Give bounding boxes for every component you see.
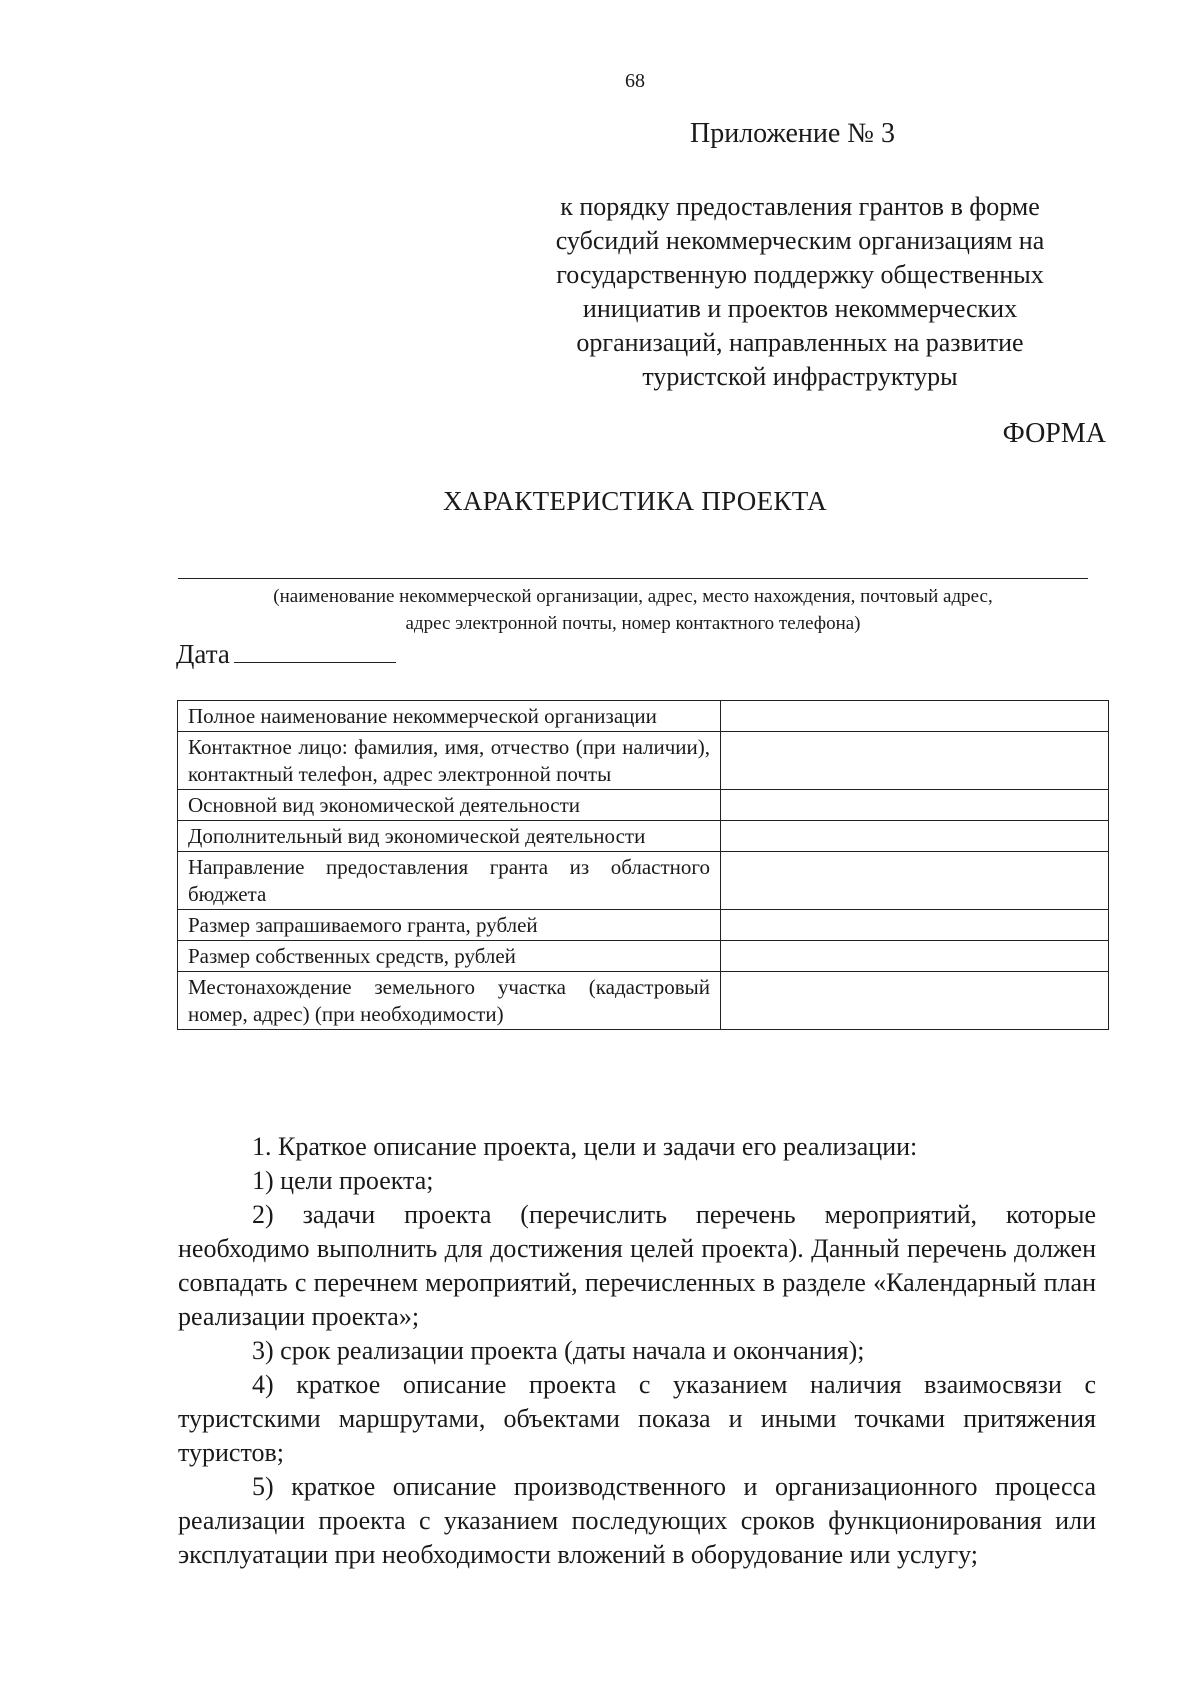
table-cell-label: Дополнительный вид экономической деятельности	[178, 821, 721, 852]
appendix-title: Приложение № 3	[690, 118, 895, 149]
paragraph: 5) краткое описание производственного и организационного процесса реализации проекта с указанием последующих сроков функционирования или эксплуатации при необходимости вложений в оборудование или услугу;	[178, 1472, 1096, 1569]
table-cell-value	[721, 732, 1109, 790]
organization-caption-line: адрес электронной почты, номер контактного телефона)	[405, 613, 861, 634]
table-cell-value	[721, 941, 1109, 972]
table-cell-value	[721, 701, 1109, 732]
date-fill-line	[234, 636, 396, 663]
paragraph: 2) задачи проекта (перечислить перечень мероприятий, которые необходимо выполнить для достижения целей проекта). Данный перечень должен совпадать с перечнем мероприятий, перечисленных в разделе «Календарный план реализации проекта»;	[178, 1200, 1096, 1331]
date-row	[176, 636, 396, 670]
table-row	[178, 701, 1109, 732]
document-title: ХАРАКТЕРИСТИКА ПРОЕКТА	[443, 486, 827, 516]
appendix-description-line: инициатив и проектов некоммерческих	[582, 294, 1018, 323]
paragraph: 1. Краткое описание проекта, цели и задачи его реализации:	[252, 1132, 918, 1161]
organization-fill-line	[178, 578, 1088, 579]
table-row	[178, 852, 1109, 910]
date-label: Дата	[176, 639, 230, 669]
table-cell-label: Полное наименование некоммерческой организации	[178, 701, 721, 732]
page-number: 68	[625, 70, 645, 92]
table-row	[178, 972, 1109, 1030]
table-row	[178, 790, 1109, 821]
table-cell-label: Размер запрашиваемого гранта, рублей	[178, 910, 721, 941]
body-text	[178, 1130, 1096, 1572]
table-cell-label: Основной вид экономической деятельности	[178, 790, 721, 821]
table-cell-label: Размер собственных средств, рублей	[178, 941, 721, 972]
organization-caption-line: (наименование некоммерческой организации, адрес, место нахождения, почтовый адрес,	[273, 586, 993, 607]
appendix-description-line: организаций, направленных на развитие	[576, 328, 1024, 357]
paragraph: 4) краткое описание проекта с указанием наличия взаимосвязи с туристскими маршрутами, объектами показа и иными точками притяжения туристов;	[178, 1370, 1096, 1467]
table-row	[178, 910, 1109, 941]
table-cell-value	[721, 910, 1109, 941]
table-cell-value	[721, 972, 1109, 1030]
table-row	[178, 821, 1109, 852]
paragraph: 3) срок реализации проекта (даты начала и окончания);	[252, 1336, 865, 1365]
table-cell-value	[721, 790, 1109, 821]
organization-caption	[178, 583, 1088, 637]
table-cell-label: Контактное лицо: фамилия, имя, отчество (при наличии), контактный телефон, адрес электронной почты	[178, 732, 721, 790]
table-row	[178, 732, 1109, 790]
appendix-description-line: к порядку предоставления грантов в форме	[560, 192, 1040, 221]
appendix-description-line: субсидий некоммерческим организациям на	[555, 226, 1045, 255]
appendix-description-line: туристской инфраструктуры	[642, 362, 958, 391]
project-info-table	[177, 700, 1109, 1030]
appendix-description	[520, 190, 1080, 394]
table-row	[178, 941, 1109, 972]
table-cell-value	[721, 852, 1109, 910]
table-cell-label: Местонахождение земельного участка (кадастровый номер, адрес) (при необходимости)	[178, 972, 721, 1030]
paragraph: 1) цели проекта;	[252, 1166, 434, 1195]
table-cell-label: Направление предоставления гранта из областного бюджета	[178, 852, 721, 910]
appendix-description-line: государственную поддержку общественных	[556, 260, 1044, 289]
form-label: ФОРМА	[1002, 418, 1106, 449]
table-cell-value	[721, 821, 1109, 852]
